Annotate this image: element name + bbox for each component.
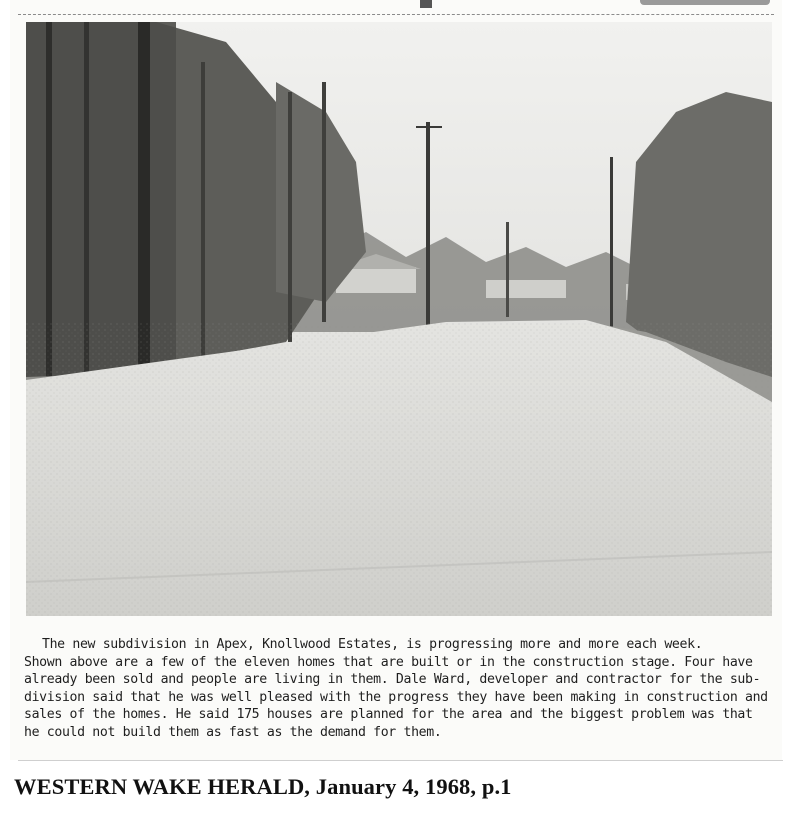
caption-line: The new subdivision in Apex, Knollwood Estates, is progressing more and more each week. [42,637,703,652]
subdivision-photo [26,22,772,616]
headline-fragment [420,0,432,8]
caption-line: sales of the homes. He said 175 houses are planned for the area and the biggest problem was that [24,707,753,723]
headline-fragment [640,0,770,5]
photo-caption [24,636,772,742]
top-divider [18,14,774,15]
caption-line: Shown above are a few of the eleven homes that are built or in the construction stage. Four have [24,654,753,670]
caption-line: already been sold and people are living in them. Dale Ward, developer and contractor for the sub- [24,672,761,688]
bottom-divider [18,760,783,761]
photo-illustration [26,22,772,616]
caption-line: he could not build them as fast as the demand for them. [24,724,442,740]
source-citation: WESTERN WAKE HERALD, January 4, 1968, p.1 [14,774,512,799]
caption-line: division said that he was well pleased with the progress they have been making in construction and [24,689,768,705]
